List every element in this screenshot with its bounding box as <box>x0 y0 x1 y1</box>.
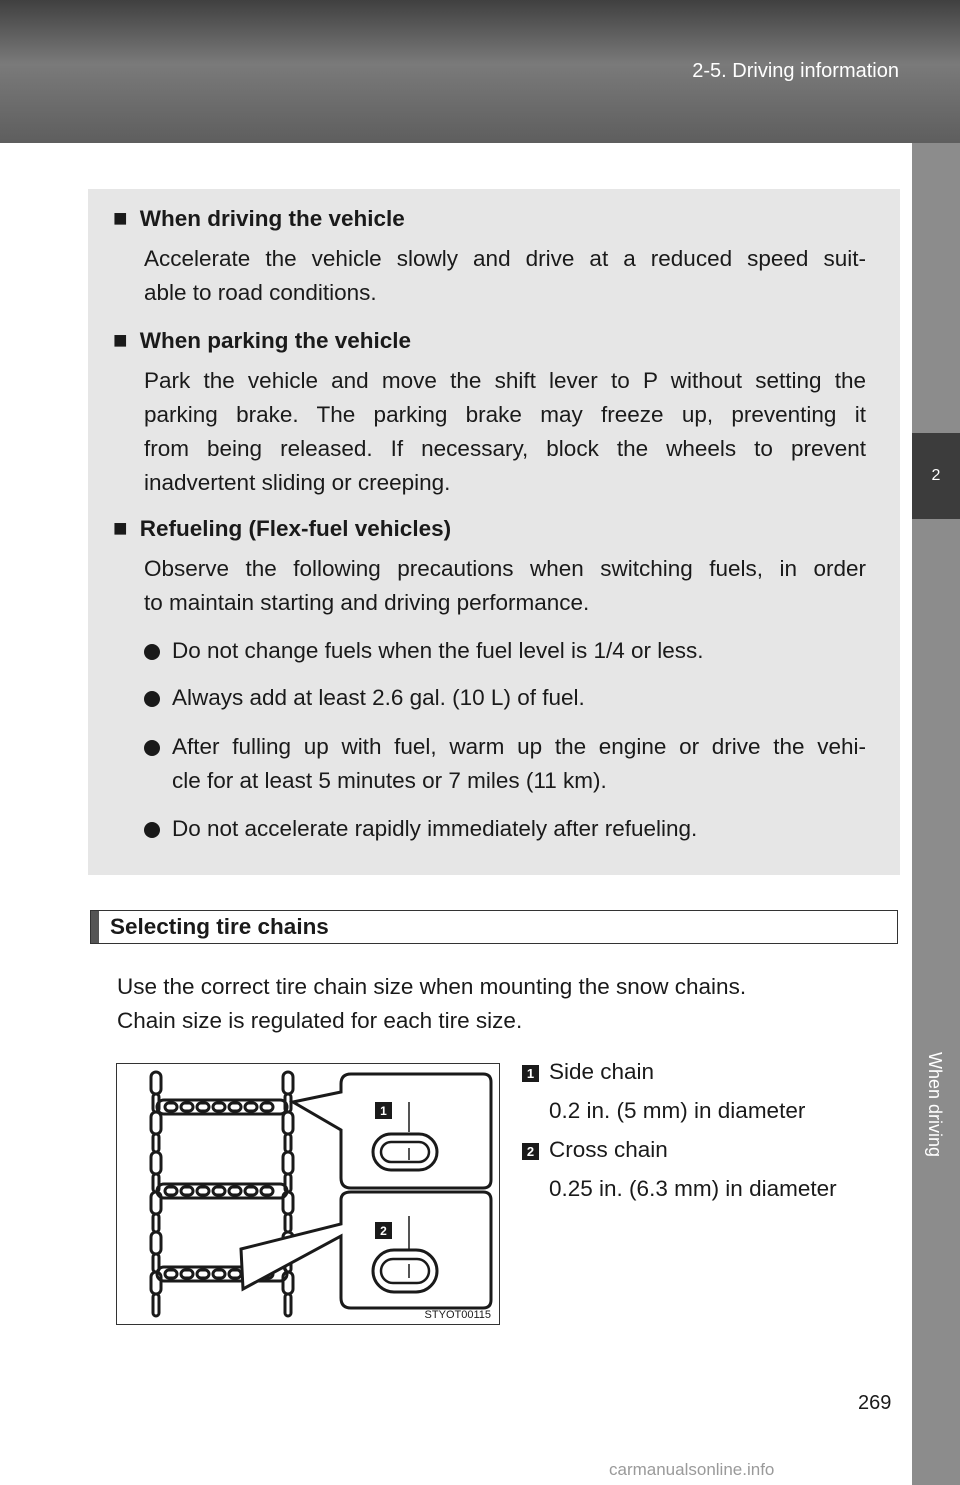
chapter-number-tab <box>912 433 960 519</box>
spec-number-badge: 2 <box>522 1143 539 1160</box>
tire-chain-figure <box>116 1063 500 1325</box>
section-body-line: Chain size is regulated for each tire size. <box>117 1008 523 1033</box>
info-item-title: ■ Refueling (Flex-fuel vehicles) <box>113 515 452 542</box>
section-heading <box>90 910 898 944</box>
spec-number-badge: 1 <box>522 1065 539 1082</box>
info-box <box>88 189 900 875</box>
callout-panel-2 <box>241 1192 491 1308</box>
spec-name: Side chain <box>549 1059 655 1084</box>
section-body-line: Use the correct tire chain size when mounting the snow chains. <box>117 974 747 999</box>
watermark: carmanualsonline.info <box>609 1460 775 1479</box>
spec-name: Cross chain <box>549 1137 668 1162</box>
bullet-dot-icon <box>144 740 160 756</box>
square-bullet-icon: ■ <box>113 327 128 354</box>
info-item-title: ■ When parking the vehicle <box>113 327 412 354</box>
info-item-line: inadvertent sliding or creeping. <box>144 470 451 495</box>
figure-code: STYOT00115 <box>424 1309 491 1321</box>
info-item-title: ■ When driving the vehicle <box>113 205 405 232</box>
chapter-number: 2 <box>931 467 941 484</box>
bullet-line: Always add at least 2.6 gal. (10 L) of fuel. <box>172 685 585 710</box>
bullet-line: After fulling up with fuel, warm up the engine or drive the vehi- <box>172 734 866 759</box>
section-heading-text: Selecting tire chains <box>110 914 329 939</box>
info-item-line: from being released. If necessary, block the wheels to prevent <box>144 436 866 461</box>
page-header <box>0 0 960 143</box>
svg-text:2: 2 <box>380 1224 387 1238</box>
section-breadcrumb: 2-5. Driving information <box>692 60 899 82</box>
info-item-line: able to road conditions. <box>144 280 377 305</box>
bullet-line: Do not accelerate rapidly immediately after refueling. <box>172 816 698 841</box>
info-item-line: parking brake. The parking brake may freeze up, preventing it <box>144 402 866 427</box>
spec-detail: 0.2 in. (5 mm) in diameter <box>549 1098 806 1123</box>
bullet-dot-icon <box>144 644 160 660</box>
spec-detail: 0.25 in. (6.3 mm) in diameter <box>549 1176 837 1201</box>
page-number: 269 <box>858 1392 892 1414</box>
bullet-dot-icon <box>144 822 160 838</box>
info-item-line: Observe the following precautions when switching fuels, in order <box>144 556 866 581</box>
square-bullet-icon: ■ <box>113 515 128 542</box>
svg-text:1: 1 <box>380 1104 387 1118</box>
bullet-dot-icon <box>144 691 160 707</box>
tire-chain-illustration <box>117 1064 498 1323</box>
info-item-line: Park the vehicle and move the shift lever to P without setting the <box>144 368 866 393</box>
chapter-label-tab <box>912 519 960 1485</box>
square-bullet-icon: ■ <box>113 205 128 232</box>
chapter-label: When driving <box>925 1052 945 1158</box>
info-item-line: Accelerate the vehicle slowly and drive at a reduced speed suit- <box>144 246 866 271</box>
bullet-line: Do not change fuels when the fuel level is 1/4 or less. <box>172 638 704 663</box>
bullet-line: cle for at least 5 minutes or 7 miles (11 km). <box>172 768 607 793</box>
info-item-line: to maintain starting and driving performance. <box>144 590 590 615</box>
side-tab-upper <box>912 143 960 433</box>
heading-accent-bar <box>91 911 99 943</box>
